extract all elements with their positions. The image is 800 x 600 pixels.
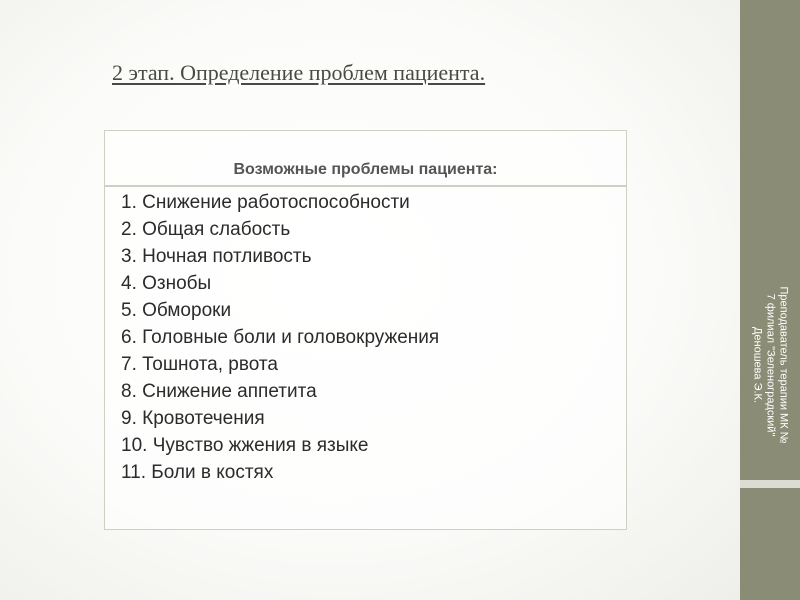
- table-header-text: Возможные проблемы пациента:: [233, 161, 498, 178]
- list-item: 9. Кровотечения: [121, 408, 265, 429]
- list-item: 11. Боли в костях: [121, 462, 274, 483]
- list-item: 1. Снижение работоспособности: [121, 192, 410, 213]
- list-item: 5. Обмороки: [121, 300, 232, 321]
- problem-list: [121, 189, 439, 486]
- problems-table: [104, 130, 627, 530]
- table-header: [105, 131, 626, 187]
- slide-title: 2 этап. Определение проблем пациента.: [112, 60, 486, 85]
- sidebar-caption-line: Преподаватель терапии МК №: [777, 286, 790, 444]
- sidebar-caption-line: 7 филиал "Зеленоградский": [764, 293, 777, 437]
- list-item: 4. Ознобы: [121, 273, 212, 294]
- list-item: 6. Головные боли и головокружения: [121, 327, 440, 348]
- sidebar-caption-text: [751, 287, 790, 444]
- list-item: 7. Тошнота, рвота: [121, 354, 278, 375]
- list-item: 8. Снижение аппетита: [121, 381, 317, 402]
- list-item: 10. Чувство жжения в языке: [121, 435, 369, 456]
- sidebar-caption-line: Деношева Э.К.: [751, 326, 764, 404]
- sidebar-accent-strip: [740, 480, 800, 488]
- list-item: 3. Ночная потливость: [121, 246, 312, 267]
- list-item: 2. Общая слабость: [121, 219, 291, 240]
